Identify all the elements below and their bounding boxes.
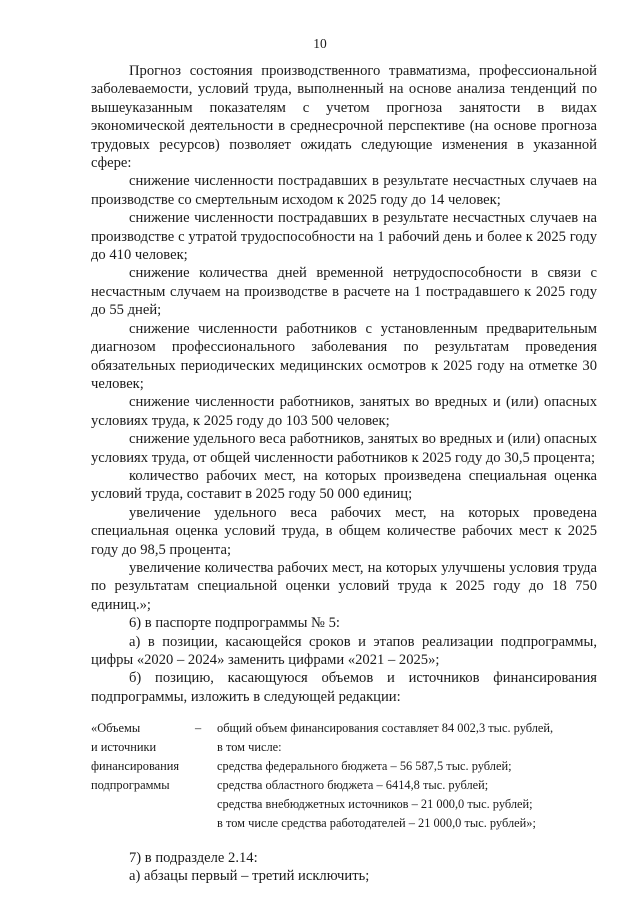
- financing-dash: –: [195, 721, 202, 736]
- financing-values-column: [217, 719, 597, 832]
- paragraph-hazardous-workers: снижение численности работников, занятых во вредных и (или) опасных условиях труда, к 2025 году до 103 500 человек;: [91, 394, 597, 429]
- paragraph-improved-workplaces: увеличение количества рабочих мест, на которых улучшены условия труда по результатам специальной оценки условий труда к 2025 году до 18 750 единиц.»;: [91, 559, 597, 613]
- tail-section: [91, 849, 597, 886]
- financing-value-line: средства федерального бюджета – 56 587,5 тыс. рублей;: [217, 759, 512, 774]
- paragraph-sick-days: снижение количества дней временной нетрудоспособности в связи с несчастным случаем на производстве в расчете на 1 пострадавшего к 2025 году до 55 дней;: [91, 265, 597, 319]
- financing-value-line: общий объем финансирования составляет 84 002,3 тыс. рублей,: [217, 721, 554, 736]
- financing-value-line: средства внебюджетных источников – 21 000,0 тыс. рублей;: [217, 796, 533, 811]
- paragraph-item-6: 6) в паспорте подпрограммы № 5:: [129, 615, 340, 632]
- financing-table: [91, 719, 597, 832]
- financing-value-line: средства областного бюджета – 6414,8 тыс. рублей;: [217, 777, 489, 792]
- paragraph-forecast-intro: Прогноз состояния производственного травматизма, профессиональной заболеваемости, условий труда, выполненный на основе анализа тенденций по вышеуказанным показателям с учетом прогноза занятости в видах экономической деятельности в среднесрочной перспективе (на основе прогноза трудовых ресурсов) позволяет ожидать следующие изменения в указанной сфере:: [91, 63, 597, 172]
- paragraph-occupational-disease: снижение численности работников с установленным предварительным диагнозом профессионального заболевания по результатам проведения обязательных периодических медицинских осмотров к 2025 году на отметке 30 человек;: [91, 320, 597, 392]
- paragraph-item-6b: б) позицию, касающуюся объемов и источников финансирования подпрограммы, изложить в следующей редакции:: [91, 670, 597, 705]
- financing-label-line: «Объемы: [91, 721, 141, 736]
- document-body: [91, 62, 597, 885]
- page-number: 10: [313, 36, 327, 51]
- paragraph-item-7a: а) абзацы первый – третий исключить;: [129, 868, 370, 885]
- financing-label-column: [91, 719, 195, 832]
- financing-label-line: и источники: [91, 740, 157, 755]
- paragraph-item-6a: а) в позиции, касающейся сроков и этапов реализации подпрограммы, цифры «2020 – 2024» заменить цифрами «2021 – 2025»;: [91, 633, 597, 668]
- paragraph-hazardous-share: снижение удельного веса работников, занятых во вредных и (или) опасных условиях труда, от общей численности работников к 2025 году до 30,5 процента;: [91, 431, 597, 466]
- financing-label-line: подпрограммы: [91, 777, 170, 792]
- paragraph-item-7: 7) в подразделе 2.14:: [129, 849, 258, 866]
- paragraph-disability-accidents: снижение численности пострадавших в результате несчастных случаев на производстве с утратой трудоспособности на 1 рабочий день и более к 2025 году до 410 человек;: [91, 210, 597, 264]
- paragraph-fatal-accidents: снижение численности пострадавших в результате несчастных случаев на производстве со смертельным исходом к 2025 году до 14 человек;: [91, 173, 597, 208]
- financing-value-line: в том числе средства работодателей – 21 000,0 тыс. рублей»;: [217, 815, 536, 830]
- paragraph-assessed-workplaces: количество рабочих мест, на которых произведена специальная оценка условий труда, составит в 2025 году 50 000 единиц;: [91, 467, 597, 503]
- financing-value-line: в том числе:: [217, 740, 282, 755]
- financing-label-line: финансирования: [91, 759, 180, 774]
- paragraph-assessed-share: увеличение удельного веса рабочих мест, на которых проведена специальная оценка условий труда, в общем количестве рабочих мест к 2025 году до 98,5 процента;: [91, 504, 597, 558]
